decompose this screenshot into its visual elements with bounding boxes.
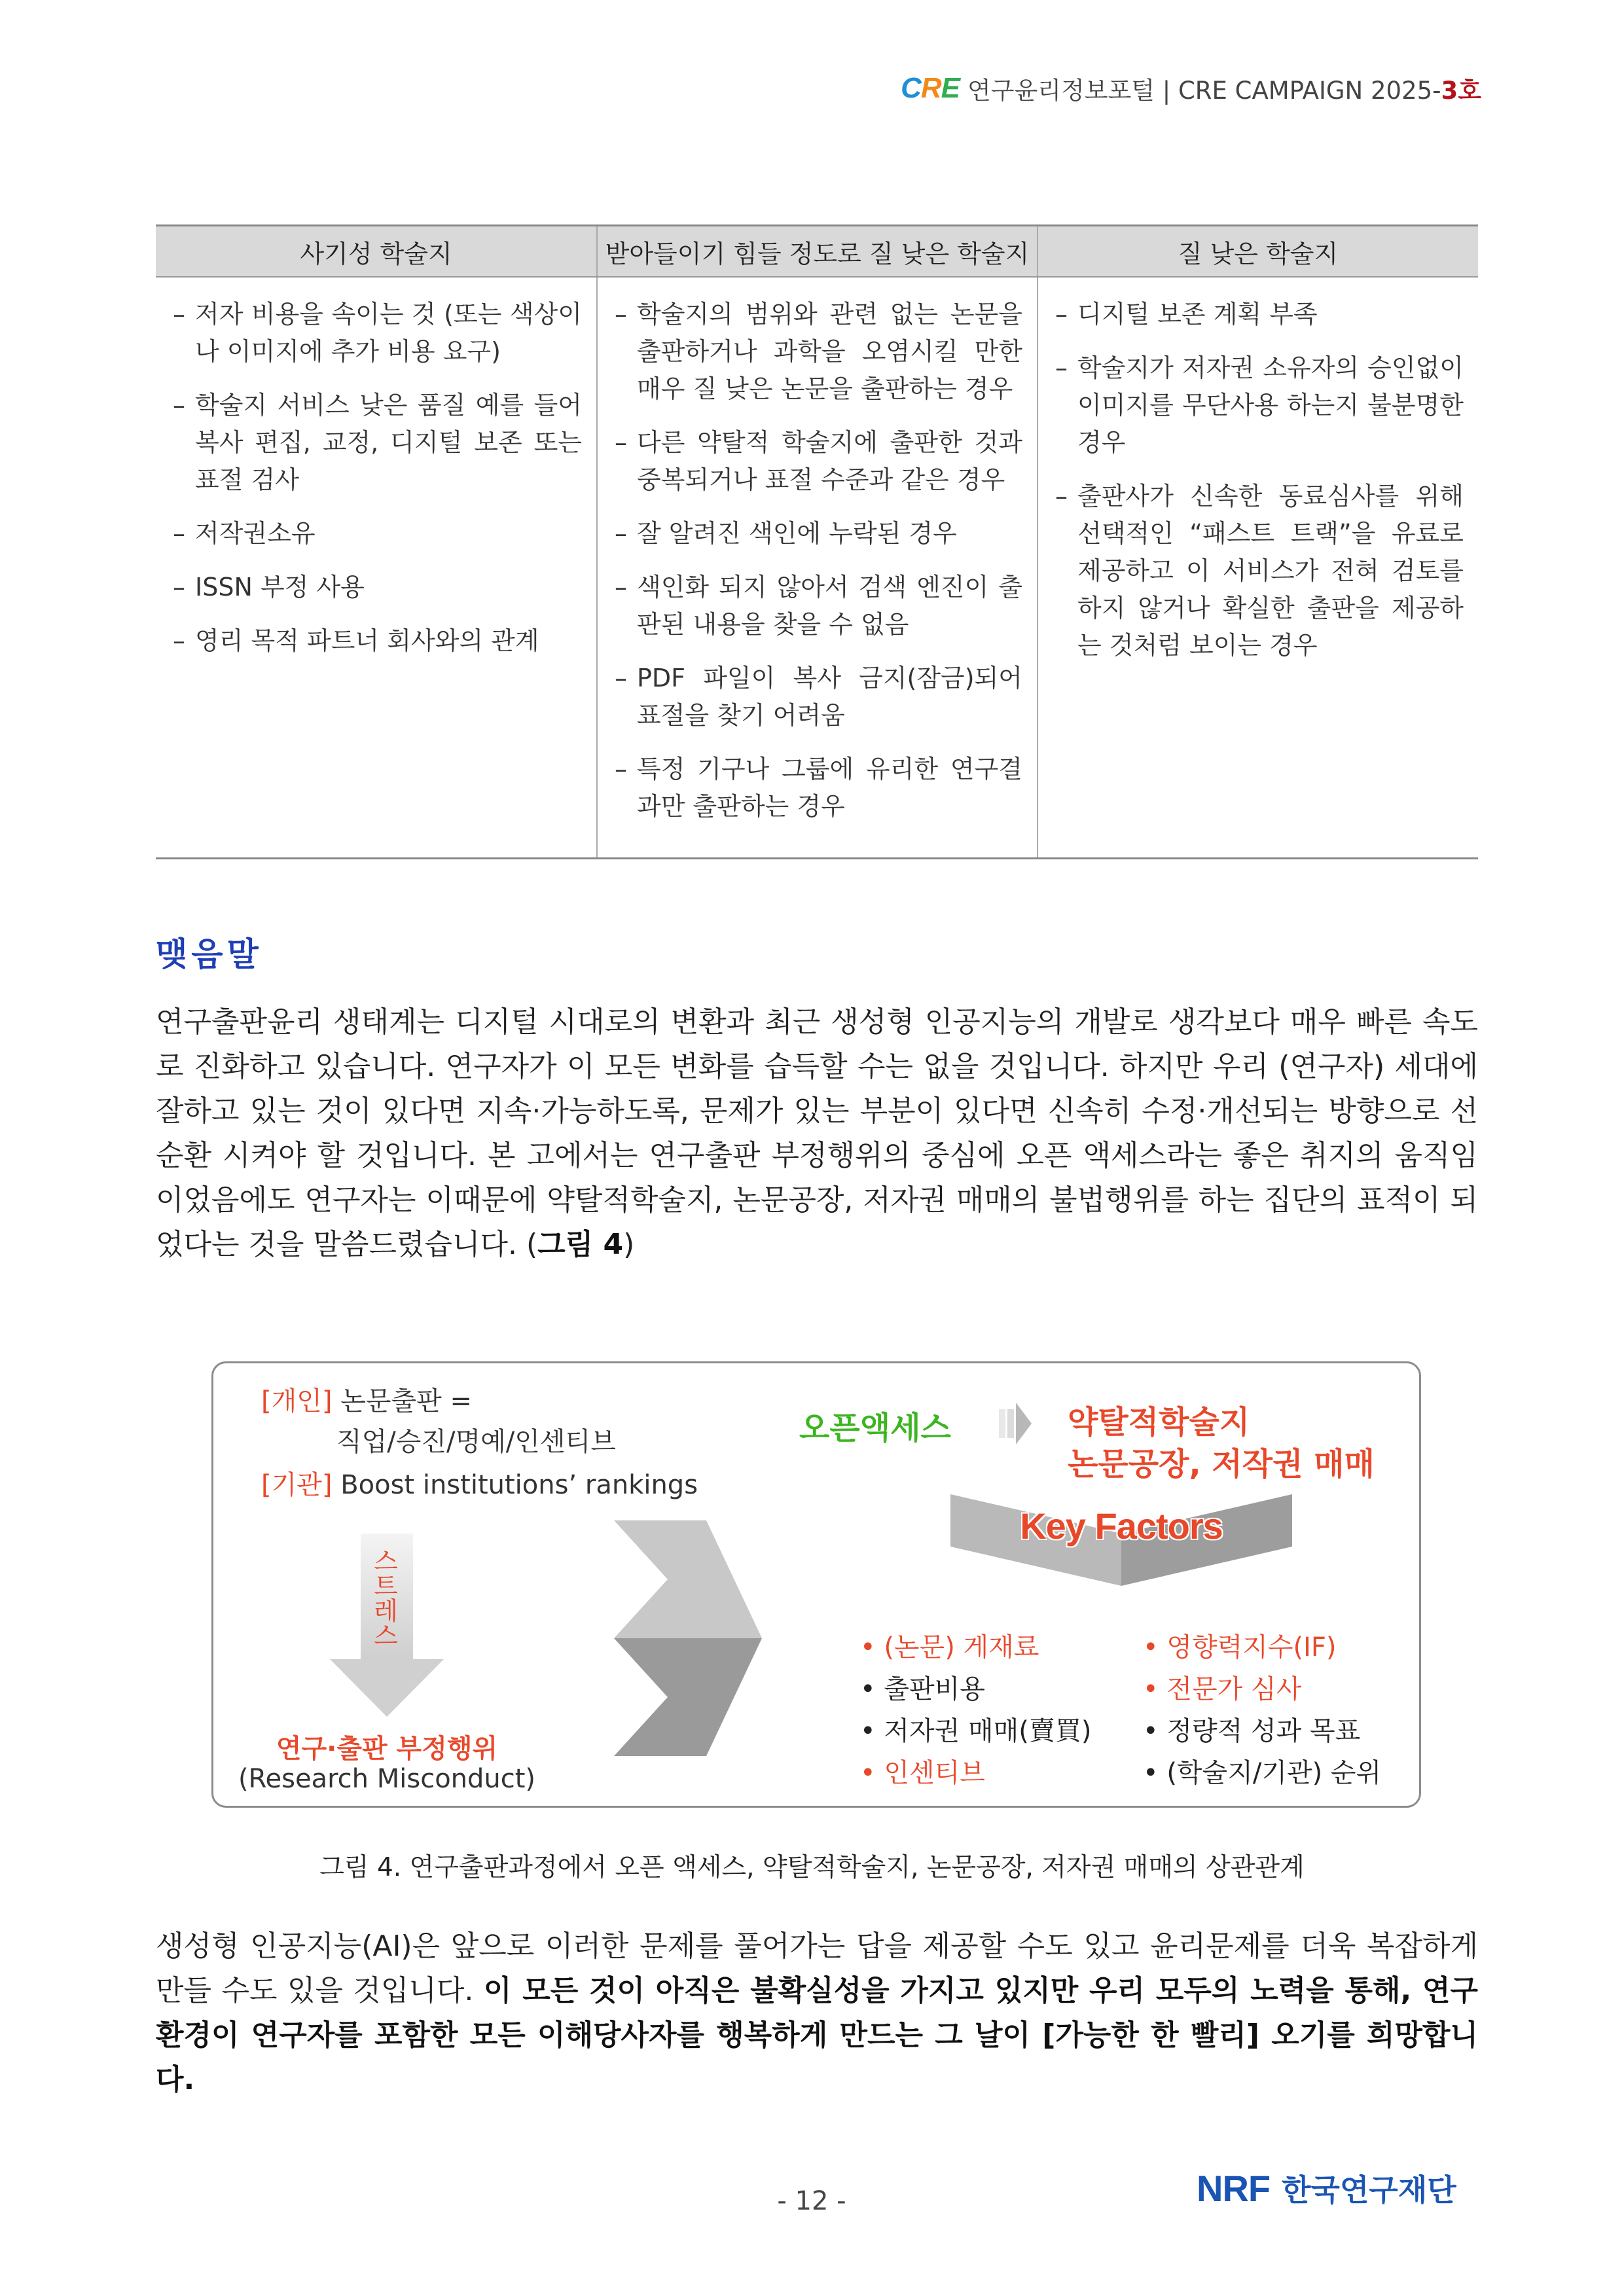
predatory-journal-label: 약탈적학술지: [1068, 1404, 1250, 1441]
header-title: 연구윤리정보포털 | CRE CAMPAIGN 2025-: [967, 77, 1441, 105]
factors-left-list: [860, 1626, 1091, 1794]
misconduct-english: (Research Misconduct): [238, 1764, 536, 1794]
table-cell-low-quality: [1038, 277, 1478, 859]
table-list-item: – 학술지가 저자권 소유자의 승인없이 이미지를 무단사용 하는지 불분명한 경우: [1055, 350, 1464, 461]
table-list-item: – 저자 비용을 속이는 것 (또는 색상이나 이미지에 추가 비용 요구): [173, 296, 582, 370]
issue-number: 3호: [1441, 77, 1481, 105]
paper-mill-label: 논문공장, 저작권 매매: [1068, 1446, 1375, 1482]
factor-item: • 저자권 매매(賣買): [860, 1716, 1092, 1746]
org-name: 한국연구재단: [1282, 2172, 1456, 2208]
misconduct-label: 연구·출판 부정행위: [276, 1734, 498, 1764]
closing-emphasis: 이 모든 것이 아직은 불확실성을 가지고 있지만 우리 모두의 노력을 통해, 연구환경이 연구자를 포함한 모든 이해당사자를 행복하게 만드는 그 날이 [가능한 한 빨리] 오기를 희망합니다.: [156, 1974, 1478, 2096]
page-number: - 12 -: [777, 2186, 846, 2216]
table-list-item: – ISSN 부정 사용: [173, 569, 582, 606]
table-list-item: – 저작권소유: [173, 515, 582, 552]
stress-label: 스트레스: [369, 1548, 398, 1647]
table-list-item: – 학술지 서비스 낮은 품질 예를 들어 복사 편집, 교정, 디지털 보존 또는 표절 검사: [173, 387, 582, 499]
table-cell-fraudulent: [156, 277, 597, 859]
figure-caption: 그림 4. 연구출판과정에서 오픈 액세스, 약탈적학술지, 논문공장, 저자권 매매의 상관관계: [319, 1853, 1305, 1882]
factor-item: • 전문가 심사: [1143, 1674, 1302, 1704]
table-header-low-quality: 질 낮은 학술지: [1038, 226, 1478, 278]
conclusion-paragraph: 연구출판윤리 생태계는 디지털 시대로의 변환과 최근 생성형 인공지능의 개발로 생각보다 매우 빠른 속도로 진화하고 있습니다. 연구자가 이 모든 변화를 습득할 수는 없을 것입니다. 하지만 우리 (연구자) 세대에 잘하고 있는 것이 있다면 지속·가능하도록, 문제가 있는 부분이 있다면 신속히 수정·개선되는 방향으로 선순환 시켜야 할 것입니다. 본 고에서는 연구출판 부정행위의 중심에 오픈 액세스라는 좋은 취지의 움직임이었음에도 연구자는 이때문에 약탈적학술지, 논문공장, 저자권 매매의 불법행위를 하는 집단의 표적이 되었다는 것을 말씀드렸습니다. (그림 4): [156, 1005, 1478, 1261]
factor-item: • 영향력지수(IF): [1143, 1632, 1337, 1662]
chevron-right-icon: [614, 1520, 762, 1756]
factor-item: • (논문) 게재료: [860, 1632, 1039, 1662]
table-list-item: – 다른 약탈적 학술지에 출판한 것과 중복되거나 표절 수준과 같은 경우: [615, 424, 1022, 499]
table-cell-unacceptable: [597, 277, 1038, 859]
table-list-item: – 색인화 되지 않아서 검색 엔진이 출판된 내용을 찾을 수 없음: [615, 569, 1022, 643]
table-list-item: – 영리 목적 파트너 회사와의 관계: [173, 622, 582, 660]
closing-paragraph: 생성형 인공지능(AI)은 앞으로 이러한 문제를 풀어가는 답을 제공할 수도 있고 윤리문제를 더욱 복잡하게 만들 수도 있을 것입니다. 이 모든 것이 아직은 불확실성을 가지고 있지만 우리 모두의 노력을 통해, 연구환경이 연구자를 포함한 모든 이해당사자를 행복하게 만드는 그 날이 [가능한 한 빨리] 오기를 희망합니다.: [156, 1929, 1478, 2096]
factor-item: • 정량적 성과 목표: [1143, 1716, 1361, 1746]
key-factors-title: Key Factors: [1020, 1505, 1223, 1547]
page-header: [901, 71, 1481, 106]
personal-incentive: 직업/승진/명예/인센티브: [336, 1427, 616, 1457]
personal-item: [개인] 논문출판 =: [261, 1386, 473, 1416]
table-header-fraudulent: 사기성 학술지: [156, 226, 597, 278]
table-list-item: – PDF 파일이 복사 금지(잠금)되어 표절을 찾기 어려움: [615, 660, 1022, 734]
table-list-item: – 잘 알려진 색인에 누락된 경우: [615, 515, 1022, 552]
table-list-item: – 특정 기구나 그룹에 유리한 연구결과만 출판하는 경우: [615, 751, 1022, 825]
small-arrow-icon: [999, 1403, 1032, 1444]
figure-4: [211, 1361, 1421, 1808]
journal-type-table: [156, 224, 1478, 859]
table-header-unacceptable: 받아들이기 힘들 정도로 질 낮은 학술지: [597, 226, 1038, 278]
figure-reference: 그림 4: [537, 1228, 624, 1261]
factor-item: • 인센티브: [860, 1758, 985, 1788]
factors-right-list: [1143, 1626, 1381, 1794]
open-access-label: 오픈액세스: [799, 1410, 951, 1446]
nrf-logo: [1197, 2166, 1456, 2210]
table-list-item: – 출판사가 신속한 동료심사를 위해 선택적인 “패스트 트랙”을 유료로 제공하고 이 서비스가 전혀 검토를 하지 않거나 확실한 출판을 제공하는 것처럼 보이는 경우: [1055, 478, 1464, 664]
factor-item: • (학술지/기관) 순위: [1143, 1758, 1382, 1788]
section-title: 맺음말: [156, 935, 262, 973]
nrf-logo-text: NRF: [1197, 2167, 1271, 2209]
cre-logo: CRE: [901, 72, 960, 104]
table-list-item: – 학술지의 범위와 관련 없는 논문을 출판하거나 과학을 오염시킬 만한 매우 질 낮은 논문을 출판하는 경우: [615, 296, 1022, 408]
factor-item: • 출판비용: [860, 1674, 985, 1704]
table-list-item: – 디지털 보존 계획 부족: [1055, 296, 1464, 333]
institution-item: [기관] Boost institutions’ rankings: [261, 1470, 698, 1500]
